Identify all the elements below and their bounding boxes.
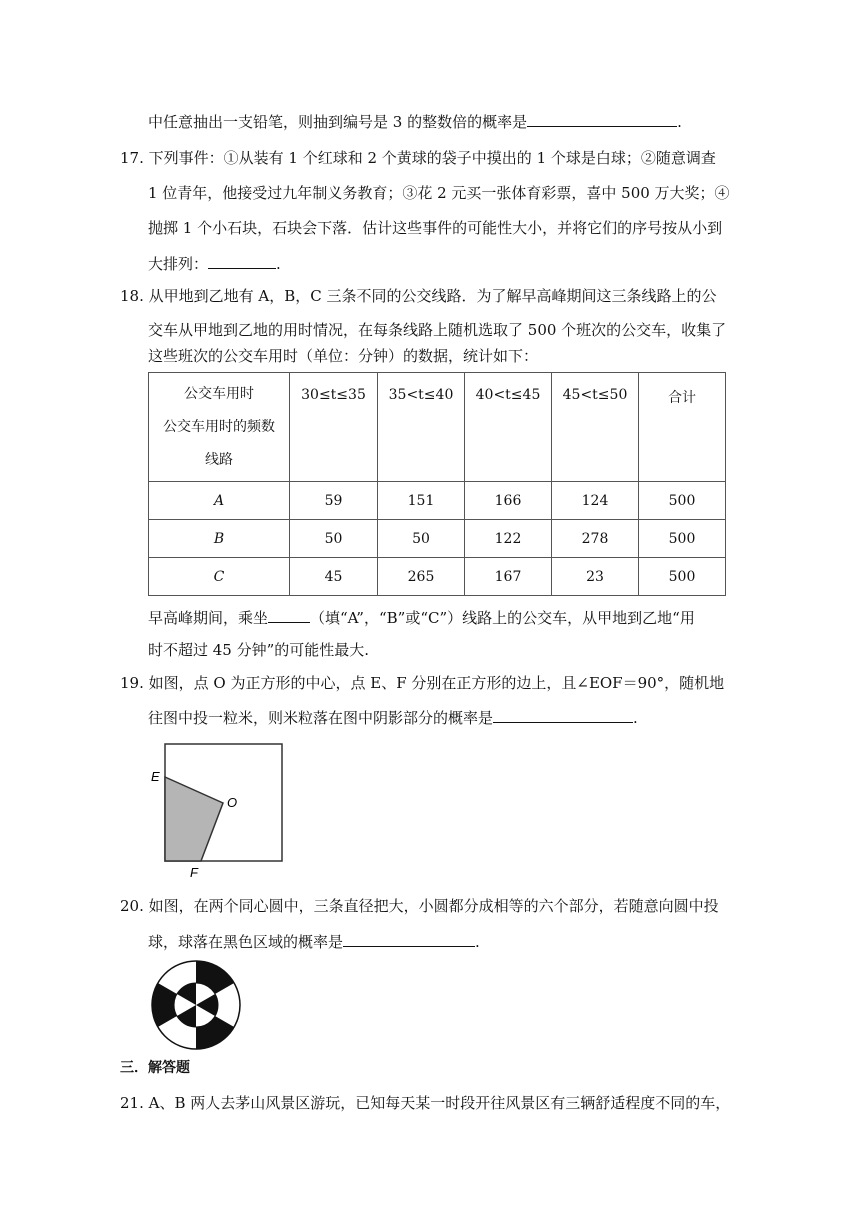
row-label: C — [149, 558, 290, 596]
q17-line3 — [148, 218, 722, 238]
table-cell: 122 — [465, 520, 552, 558]
q21-line1 — [120, 1093, 730, 1113]
q20-answer-blank[interactable] — [343, 930, 475, 947]
frequency-table — [148, 372, 726, 596]
table-header-row — [149, 373, 726, 482]
q18-text-3: 这些班次的公交车用时（单位：分钟）的数据，统计如下： — [148, 347, 539, 365]
q17-line4 — [148, 252, 281, 274]
table-row — [149, 558, 726, 596]
table-cell: 166 — [465, 482, 552, 520]
q17-text-4: 大排列： — [148, 255, 209, 273]
q18-after-line1 — [148, 606, 695, 628]
q18-after-line2 — [148, 640, 369, 660]
q18-answer-blank[interactable] — [268, 606, 310, 623]
table-row — [149, 520, 726, 558]
q18-text-1: 从甲地到乙地有 A，B，C 三条不同的公交线路．为了解早高峰期间这三条线路上的公 — [148, 287, 717, 305]
q18-after-text-2: 时不超过 45 分钟”的可能性最大. — [148, 641, 370, 659]
q19-answer-blank[interactable] — [493, 706, 633, 723]
q17-line1 — [120, 148, 716, 168]
q20-text-1: 如图，在两个同心圆中，三条直径把大，小圆都分成相等的六个部分，若随意向圆中投 — [148, 897, 719, 915]
label-o: O — [227, 795, 238, 810]
col-header: 30≤t≤35 — [290, 373, 378, 482]
q16-tail — [148, 110, 682, 132]
q17-number: 17. — [120, 149, 144, 167]
label-f: F — [190, 865, 198, 880]
table-cell: 278 — [552, 520, 639, 558]
table-corner-header — [149, 373, 290, 482]
q18-text-2: 交车从甲地到乙地的用时情况，在每条线路上随机选取了 500 个班次的公交车，收集了 — [148, 321, 727, 339]
q16-answer-blank[interactable] — [527, 110, 677, 127]
q18-after-text-b: （填“A”，“B”或“C”）线路上的公交车，从甲地到乙地“用 — [310, 609, 695, 627]
q19-line2 — [148, 706, 638, 728]
q20-text-2: 球，球落在黑色区域的概率是 — [148, 933, 344, 951]
table-cell: 50 — [378, 520, 465, 558]
table-cell: 59 — [290, 482, 378, 520]
q21-text-1: A、B 两人去茅山风景区游玩，已知每天某一时段开往风景区有三辆舒适程度不同的车， — [148, 1094, 731, 1112]
q16-text: 中任意抽出一支铅笔，则抽到编号是 3 的整数倍的概率是 — [148, 113, 528, 131]
table-cell: 151 — [378, 482, 465, 520]
q19-number: 19. — [120, 674, 144, 692]
q18-line2 — [148, 320, 726, 340]
label-e: E — [151, 769, 160, 784]
q17-answer-blank[interactable] — [208, 252, 276, 269]
table-cell: 500 — [639, 482, 726, 520]
row-label: B — [149, 520, 290, 558]
square-figure — [148, 740, 288, 880]
q18-after-text-a: 早高峰期间，乘坐 — [148, 609, 269, 627]
q19-text-2: 往图中投一粒米，则米粒落在图中阴影部分的概率是 — [148, 709, 494, 727]
q17-end: . — [276, 255, 281, 273]
q17-line2 — [148, 183, 730, 203]
col-header: 40<t≤45 — [465, 373, 552, 482]
row-label: A — [149, 482, 290, 520]
table-cell: 167 — [465, 558, 552, 596]
q17-text-2: 1 位青年，他接受过九年制义务教育；③花 2 元买一张体育彩票，喜中 500 万大奖；④ — [148, 184, 730, 202]
q18-number: 18. — [120, 287, 144, 305]
q20-end: . — [475, 933, 480, 951]
concentric-circles-figure — [150, 959, 242, 1051]
q18-line3 — [148, 346, 538, 366]
q17-text-1: 下列事件：①从装有 1 个红球和 2 个黄球的袋子中摸出的 1 个球是白球；②随意调查 — [148, 149, 716, 167]
table-row — [149, 482, 726, 520]
col-header: 35<t≤40 — [378, 373, 465, 482]
q16-end: . — [677, 113, 682, 131]
corner-label-time: 公交车用时 — [184, 385, 254, 402]
table-cell: 50 — [290, 520, 378, 558]
table-cell: 23 — [552, 558, 639, 596]
table-cell: 500 — [639, 558, 726, 596]
q19-text-1: 如图，点 O 为正方形的中心，点 E、F 分别在正方形的边上，且∠EOF＝90°，随机地 — [148, 674, 725, 692]
section-title: 三．解答题 — [120, 1060, 190, 1076]
col-header: 45<t≤50 — [552, 373, 639, 482]
corner-label-frequency: 公交车用时的频数 — [163, 418, 275, 435]
q20-number: 20. — [120, 897, 144, 915]
table-cell: 265 — [378, 558, 465, 596]
q19-end: . — [633, 709, 638, 727]
col-header: 合计 — [639, 373, 726, 482]
q20-line2 — [148, 930, 480, 952]
q19-line1 — [120, 673, 724, 693]
q21-number: 21. — [120, 1094, 144, 1112]
q17-text-3: 抛掷 1 个小石块，石块会下落．估计这些事件的可能性大小，并将它们的序号按从小到 — [148, 219, 723, 237]
table-cell: 124 — [552, 482, 639, 520]
table-cell: 500 — [639, 520, 726, 558]
q20-line1 — [120, 896, 719, 916]
q18-line1 — [120, 286, 717, 306]
table-cell: 45 — [290, 558, 378, 596]
corner-label-route: 线路 — [205, 451, 233, 468]
